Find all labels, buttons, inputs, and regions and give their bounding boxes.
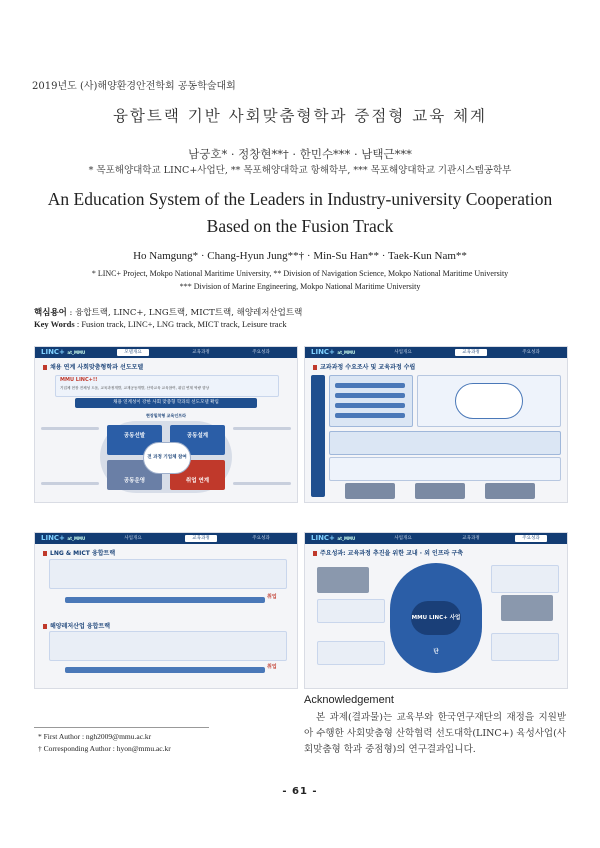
- photo-1: [345, 483, 395, 499]
- headline-bar: 채용 연계성이 강한 사회 맞춤형 학과의 선도모델 확립: [75, 398, 257, 408]
- tab-2: 교육과정: [185, 535, 217, 542]
- tab-3: 주요성과: [252, 536, 270, 541]
- linc-logo: LINC+ at_MMU: [41, 534, 86, 542]
- slide-header: [305, 347, 567, 358]
- slide-header: [35, 347, 297, 358]
- keywords-english-label: Key Words: [34, 319, 75, 329]
- flow-block-3: [329, 431, 561, 455]
- notes-right: [491, 565, 559, 593]
- title-english: [40, 186, 560, 240]
- affiliations-english-line1: * LINC+ Project, Mokpo National Maritime University, ** Division of Navigation Science, Mokpo National Maritime University: [91, 269, 509, 278]
- leisure-notes: [49, 631, 287, 661]
- keywords-korean-text: : 융합트랙, LINC+, LNG트랙, MICT트랙, 해양레저산업트랙: [66, 308, 303, 318]
- photo-2: [415, 483, 465, 499]
- tab-1: 모델개요: [117, 349, 149, 356]
- footnote-divider: [34, 727, 209, 728]
- tab-1: 사업개요: [394, 350, 412, 355]
- slide-section-title-leisure: 해양레저산업 융합트랙: [43, 621, 110, 630]
- notes-left-bottom: [317, 641, 385, 665]
- slide-section-title: 교과과정 수요조사 및 교육과정 수립: [313, 362, 415, 371]
- slide-section-title: 채용 연계 사회맞춤형학과 선도모델: [43, 362, 143, 371]
- notes-left: [317, 599, 385, 623]
- footnote-corresponding-author: † Corresponding Author : hyon@mmu.ac.kr: [38, 744, 171, 753]
- tab-1: 사업개요: [394, 536, 412, 541]
- banner-text: 기업체 현장 전체성 도움, 교육과정개발, 교재공동개발, 산학교육 교육참여, 취업 연계 역량 향상: [60, 386, 210, 390]
- banner-title: MMU LINC+!!: [60, 377, 98, 383]
- side-note-left-1: [41, 427, 99, 430]
- slide-model-overview: [34, 346, 298, 503]
- affiliations-english-line2: *** Division of Marine Engineering, Mokpo National Maritime University: [179, 282, 421, 291]
- affiliations-korean: * 목포해양대학교 LINC+사업단, ** 목포해양대학교 항해학부, *** 목포해양대학교 기관시스템공학부: [88, 165, 512, 176]
- slide-curriculum: [304, 346, 568, 503]
- box-joint-selection: 공동선발: [107, 425, 162, 455]
- tab-2: 교육과정: [192, 350, 210, 355]
- side-note-right-2: [233, 482, 291, 485]
- authors-korean: 남궁호* · 정창현**† · 한민수*** · 남택근***: [188, 147, 412, 161]
- tab-1: 사업개요: [124, 536, 142, 541]
- footnote-first-author: * First Author : ngh2009@mmu.ac.kr: [38, 732, 152, 741]
- slide-section-title-lng: LNG & MICT 융합트랙: [43, 548, 115, 557]
- center-label: 현장밀착형 교육인프라: [145, 413, 187, 418]
- photo-right: [501, 595, 553, 621]
- authors-english: Ho Namgung* · Chang-Hyun Jung**† · Min-Su Han** · Taek-Kun Nam**: [133, 250, 467, 262]
- acknowledgement-body: 본 과제(결과물)는 교육부와 한국연구재단의 재정을 지원받아 수행한 사회맞춤형 산학협력 선도대학(LINC+) 육성사업(사회맞춤형 학과 중점형)의 연구결과입니다.: [304, 712, 566, 755]
- title-english-line2: Based on the Fusion Track: [206, 216, 394, 236]
- box-employment: 취업 연계: [170, 460, 225, 490]
- box-joint-design: 공동설계: [170, 425, 225, 455]
- flow-step: [335, 383, 405, 388]
- banner-box: [55, 375, 279, 397]
- conference-header: 2019년도 (사)해양환경안전학회 공동학술대회: [32, 81, 236, 92]
- tab-3: 주요성과: [252, 350, 270, 355]
- keywords-korean-label: 핵심용어: [34, 308, 67, 318]
- tab-2: 교육과정: [455, 349, 487, 356]
- linc-logo: LINC+ at_MMU: [311, 348, 356, 356]
- box-joint-operation: 공동운영: [107, 460, 162, 490]
- core-circle: 전 과정 기업체 참여: [143, 442, 191, 474]
- tab-3: 주요성과: [522, 350, 540, 355]
- title-korean: 융합트랙 기반 사회맞춤형학과 중점형 교육 체계: [112, 107, 488, 125]
- center-hub: MMU LINC+ 사업단: [411, 601, 461, 635]
- keywords-english: [34, 319, 287, 329]
- tab-3: 주요성과: [515, 535, 547, 542]
- lng-employment-label: 취업: [267, 594, 277, 600]
- page-number: - 61 -: [282, 786, 318, 797]
- lng-notes: [49, 559, 287, 589]
- slide-header: [35, 533, 297, 544]
- photo-3: [485, 483, 535, 499]
- flow-step: [335, 393, 405, 398]
- slide-section-title: 주요성과: 교육과정 추진을 위한 교내 · 외 인프라 구축: [313, 548, 463, 557]
- side-note-right-1: [233, 427, 291, 430]
- slide-achievements: [304, 532, 568, 689]
- flow-cycle: [455, 383, 523, 419]
- notes-right-bottom: [491, 633, 559, 661]
- keywords-english-text: : Fusion track, LINC+, LNG track, MICT track, Leisure track: [74, 319, 287, 329]
- acknowledgement-title: Acknowledgement: [304, 694, 394, 706]
- lng-timeline: [65, 597, 265, 603]
- slide-fusion-tracks: [34, 532, 298, 689]
- left-label-column: [311, 375, 325, 497]
- linc-logo: LINC+ at_MMU: [41, 348, 86, 356]
- tab-2: 교육과정: [462, 536, 480, 541]
- side-note-left-2: [41, 482, 99, 485]
- affiliations-english: [40, 267, 560, 293]
- title-english-line1: An Education System of the Leaders in Industry-university Cooperation: [47, 189, 553, 209]
- flow-block-4: [329, 457, 561, 481]
- keywords-korean: [34, 306, 302, 318]
- slide-header: [305, 533, 567, 544]
- linc-logo: LINC+ at_MMU: [311, 534, 356, 542]
- flow-step: [335, 413, 405, 418]
- flow-step: [335, 403, 405, 408]
- leisure-employment-label: 취업: [267, 664, 277, 670]
- photo-left-top: [317, 567, 369, 593]
- leisure-timeline: [65, 667, 265, 673]
